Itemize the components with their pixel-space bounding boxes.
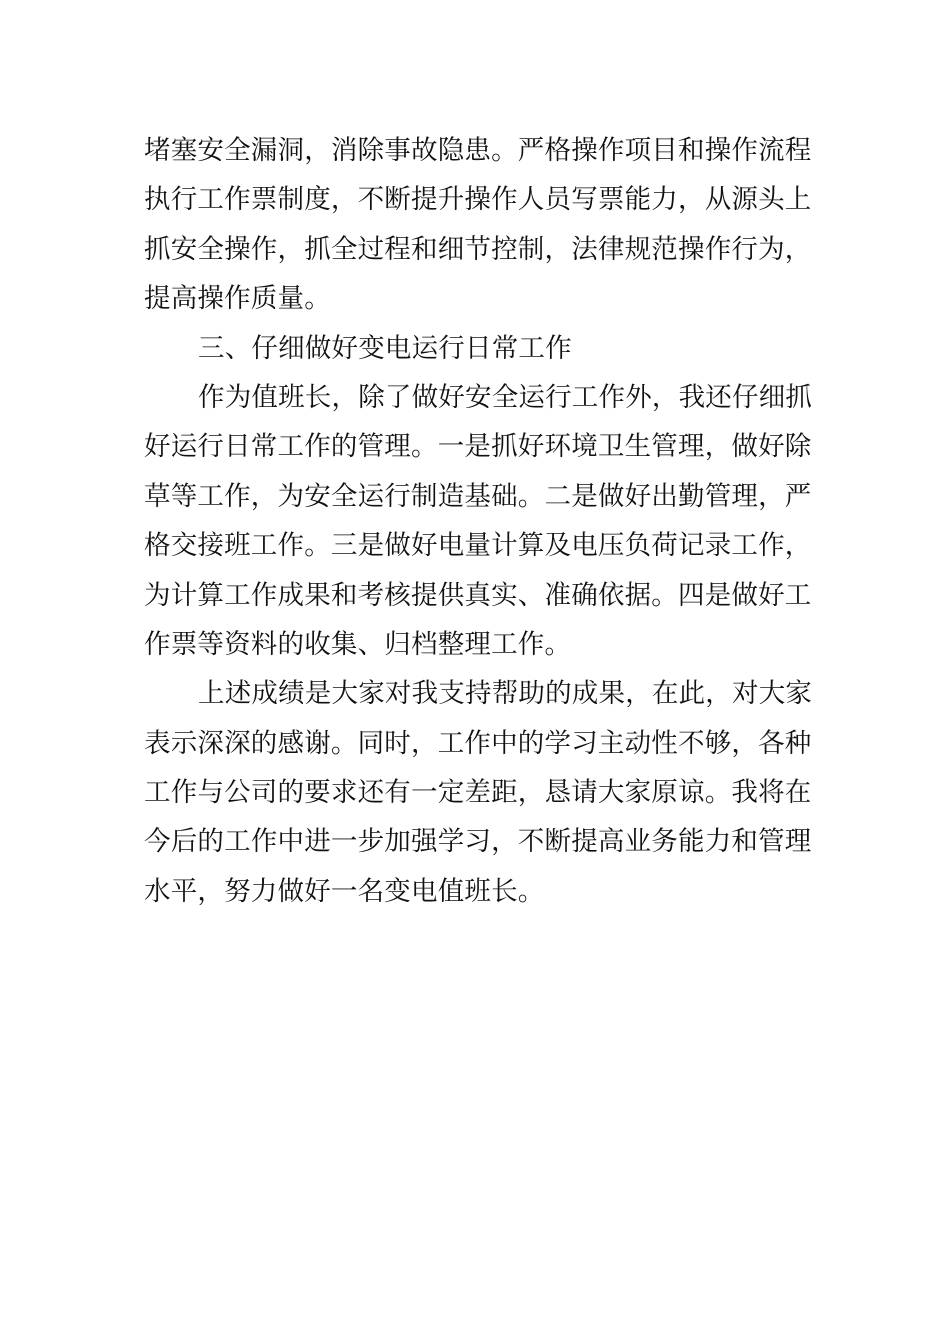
paragraph-line: 作票等资料的收集、归档整理工作。 <box>144 628 572 660</box>
paragraph-line: 好运行日常工作的管理。一是抓好环境卫生管理，做好除 <box>144 431 812 463</box>
paragraph-safety-continued <box>144 126 812 324</box>
paragraph-line: 上述成绩是大家对我支持帮助的成果，在此，对大家 <box>198 678 813 710</box>
paragraph-line: 作为值班长，除了做好安全运行工作外，我还仔细抓 <box>198 381 813 413</box>
section-heading: 三、仔细做好变电运行日常工作 <box>198 332 572 364</box>
paragraph-line: 抓安全操作，抓全过程和细节控制，法律规范操作行为， <box>144 233 812 265</box>
paragraph-line: 工作与公司的要求还有一定差距，恳请大家原谅。我将在 <box>144 777 812 809</box>
section-heading-daily-work <box>144 324 808 373</box>
document-body <box>144 126 813 916</box>
paragraph-conclusion <box>144 669 813 916</box>
paragraph-line: 为计算工作成果和考核提供真实、准确依据。四是做好工 <box>144 579 812 611</box>
paragraph-daily-work <box>144 373 813 669</box>
paragraph-line: 提高操作质量。 <box>144 283 331 315</box>
paragraph-line: 执行工作票制度，不断提升操作人员写票能力，从源头上 <box>144 184 812 216</box>
paragraph-line: 今后的工作中进一步加强学习，不断提高业务能力和管理 <box>144 826 812 858</box>
paragraph-line: 堵塞安全漏洞，消除事故隐患。严格操作项目和操作流程 <box>144 135 812 166</box>
paragraph-line: 格交接班工作。三是做好电量计算及电压负荷记录工作， <box>144 530 812 562</box>
paragraph-line: 表示深深的感谢。同时，工作中的学习主动性不够，各种 <box>144 727 812 759</box>
paragraph-line: 草等工作，为安全运行制造基础。二是做好出勤管理，严 <box>144 480 812 512</box>
paragraph-line: 水平，努力做好一名变电值班长。 <box>144 875 545 907</box>
